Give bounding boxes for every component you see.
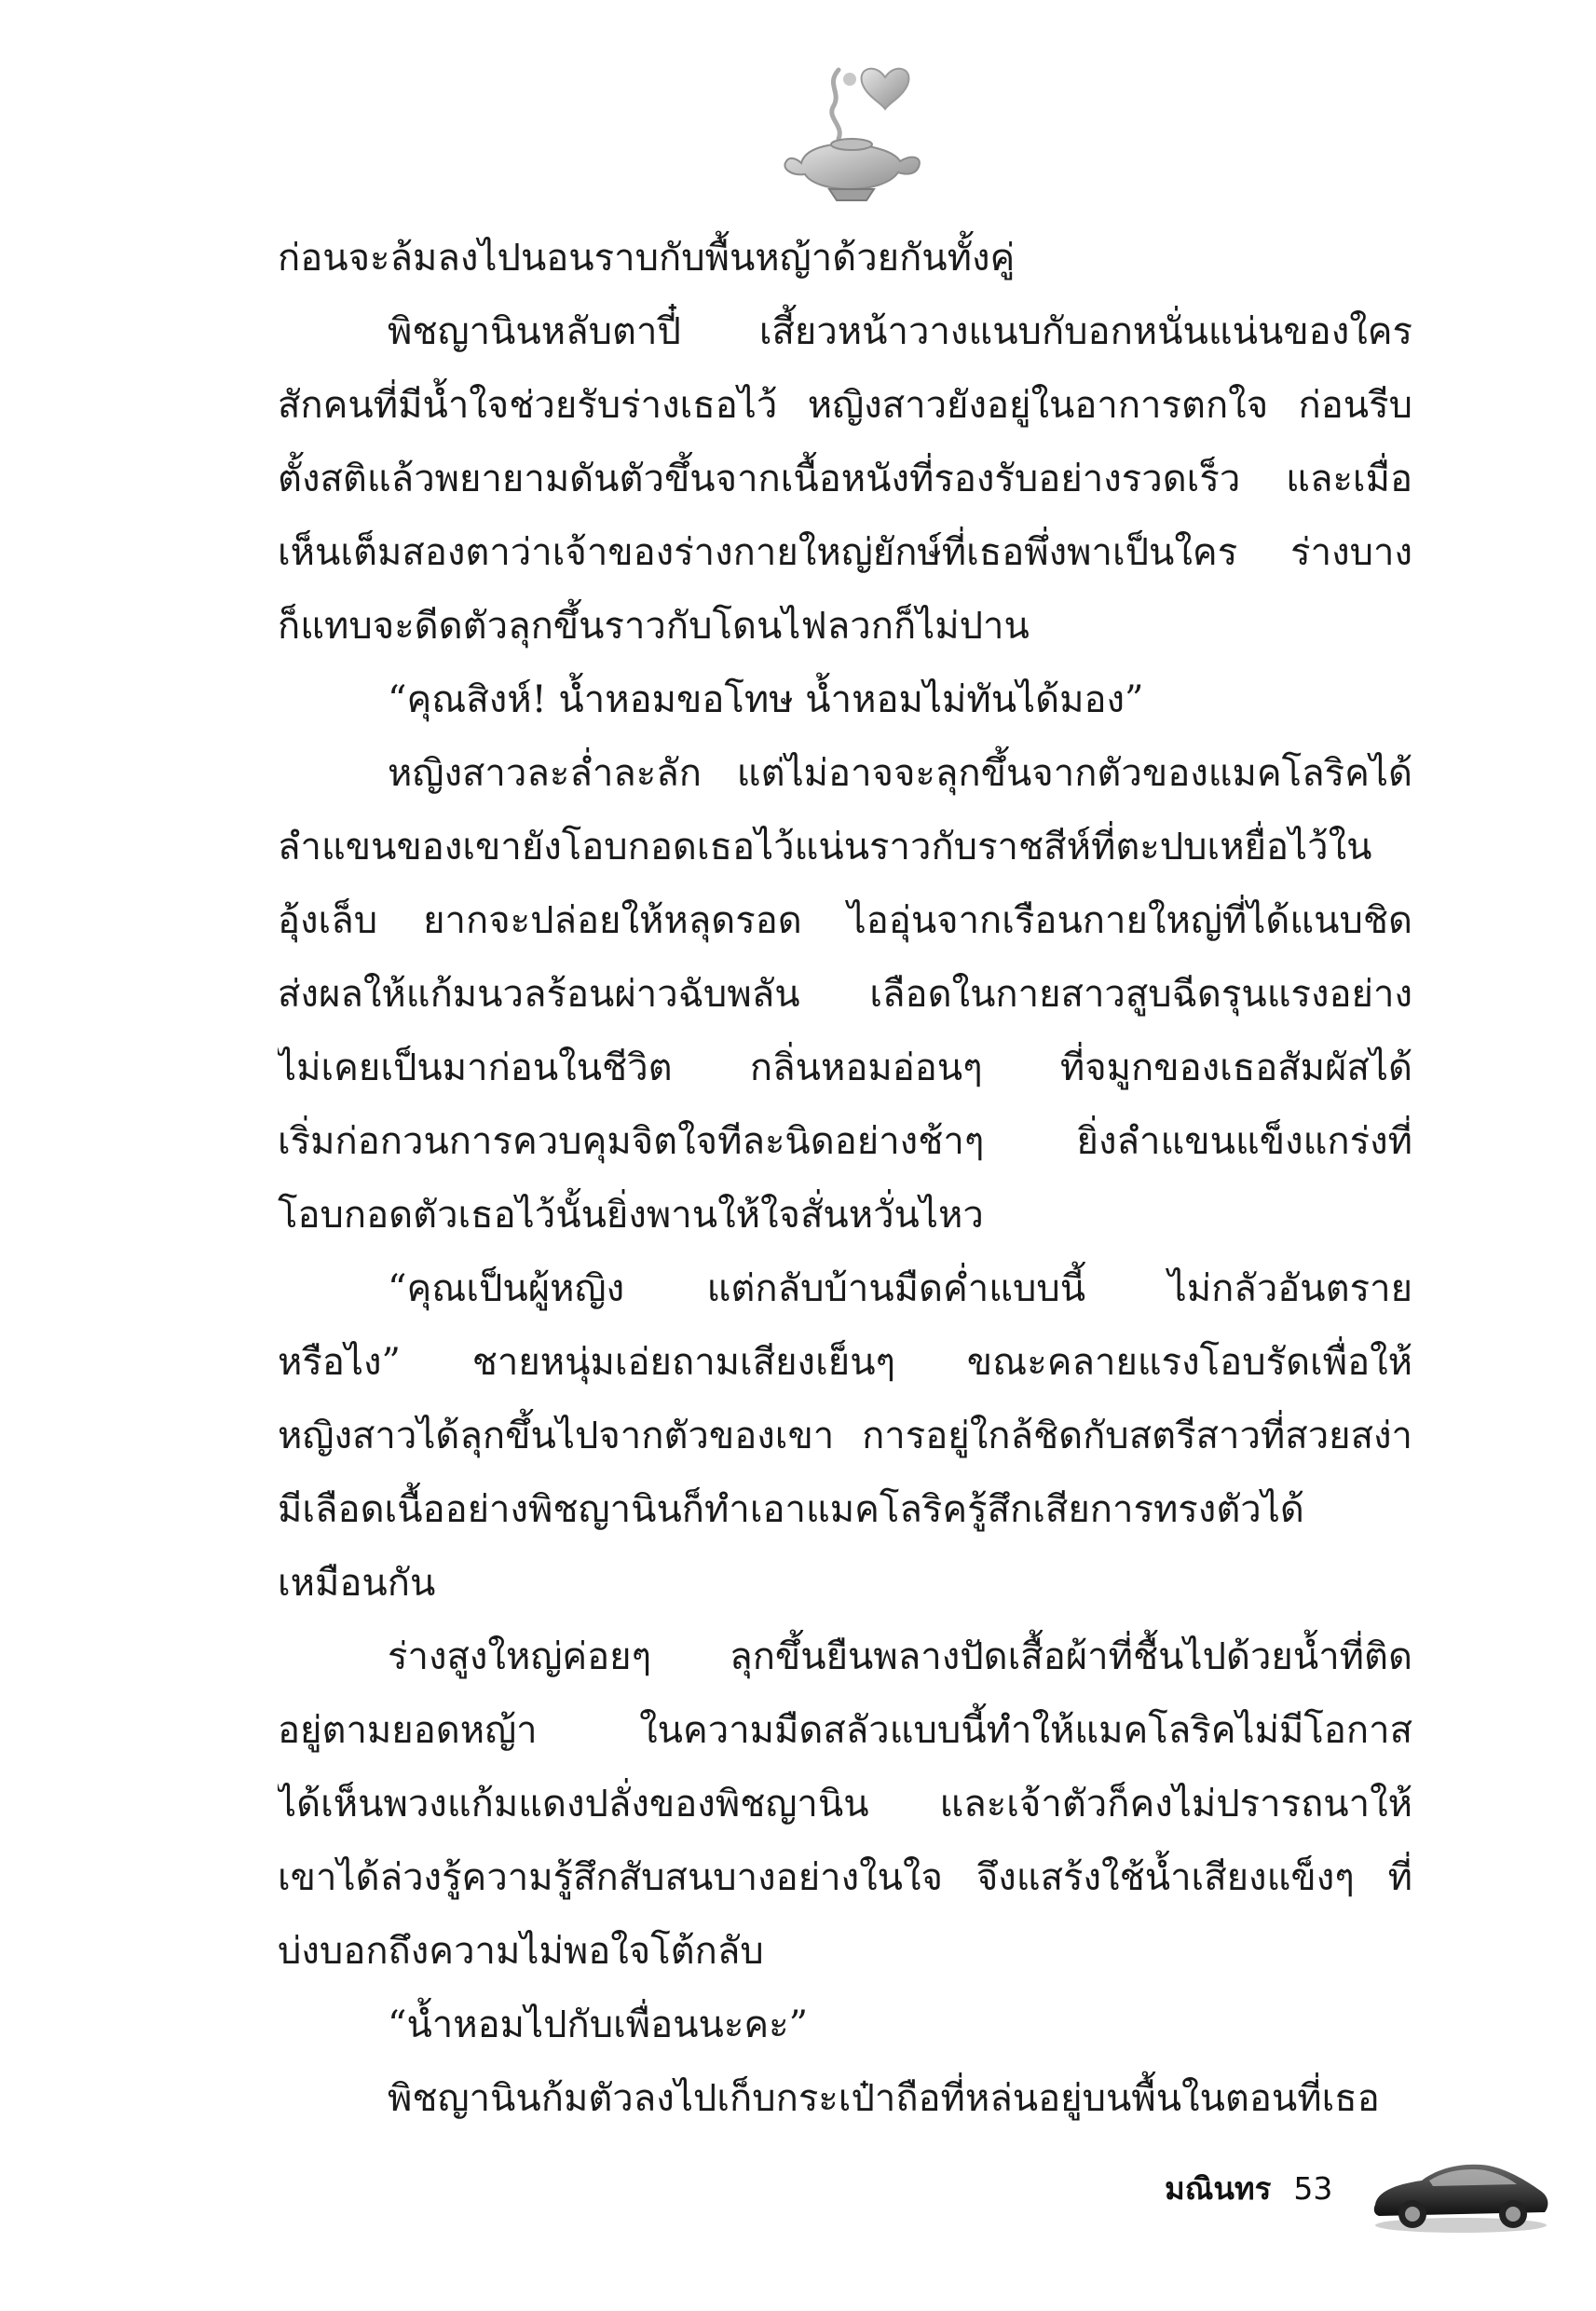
text-line: อยู่ตามยอดหญ้า ในความมืดสลัวแบบนี้ทำให้แมคโลริคไม่มีโอกาส xyxy=(278,1709,1412,1752)
text-line: หญิงสาวได้ลุกขึ้นไปจากตัวของเขา การอยู่ใกล้ชิดกับสตรีสาวที่สวยสง่า xyxy=(278,1415,1412,1457)
text-line: ตั้งสติแล้วพยายามดันตัวขึ้นจากเนื้อหนังที่รองรับอย่างรวดเร็ว และเมื่อ xyxy=(278,458,1412,500)
text-line: “คุณเป็นผู้หญิง แต่กลับบ้านมืดค่ำแบบนี้ ไม่กลัวอันตราย xyxy=(388,1267,1412,1310)
text-line: ได้เห็นพวงแก้มแดงปลั่งของพิชญานิน และเจ้าตัวก็คงไม่ปรารถนาให้ xyxy=(278,1783,1412,1826)
page-footer xyxy=(1165,2160,1332,2216)
text-line: เห็นเต็มสองตาว่าเจ้าของร่างกายใหญ่ยักษ์ที่เธอพึ่งพาเป็นใคร ร่างบาง xyxy=(278,531,1412,574)
text-line: เหมือนกัน xyxy=(278,1562,436,1605)
text-line: หรือไง” ชายหนุ่มเอ่ยถามเสียงเย็นๆ ขณะคลายแรงโอบรัดเพื่อให้ xyxy=(278,1341,1412,1384)
page-number: 53 xyxy=(1293,2169,1333,2207)
text-line: หญิงสาวละล่ำละลัก แต่ไม่อาจจะลุกขึ้นจากตัวของแมคโลริคได้ xyxy=(388,752,1412,795)
text-line: พิชญานินหลับตาปี๋ เสี้ยวหน้าวางแนบกับอกหนั่นแน่นของใคร xyxy=(388,310,1412,353)
text-line: ส่งผลให้แก้มนวลร้อนผ่าวฉับพลัน เลือดในกายสาวสูบฉีดรุนแรงอย่าง xyxy=(278,973,1412,1016)
sports-car-icon xyxy=(1368,2143,1554,2236)
text-line: ลำแขนของเขายังโอบกอดเธอไว้แน่นราวกับราชสีห์ที่ตะปบเหยื่อไว้ใน xyxy=(278,826,1372,868)
text-line: เขาได้ล่วงรู้ความรู้สึกสับสนบางอย่างในใจ จึงแสร้งใช้น้ำเสียงแข็งๆ ที่ xyxy=(278,1856,1412,1899)
text-line: “คุณสิงห์! น้ำหอมขอโทษ น้ำหอมไม่ทันได้มอง” xyxy=(388,678,1144,721)
text-line: บ่งบอกถึงความไม่พอใจโต้กลับ xyxy=(278,1930,764,1973)
author-name: มณินทร xyxy=(1165,2169,1272,2207)
text-line: อุ้งเล็บ ยากจะปล่อยให้หลุดรอด ไออุ่นจากเรือนกายใหญ่ที่ได้แนบชิด xyxy=(278,899,1412,942)
text-line: สักคนที่มีน้ำใจช่วยรับร่างเธอไว้ หญิงสาวยังอยู่ในอาการตกใจ ก่อนรีบ xyxy=(278,384,1412,427)
text-line: ร่างสูงใหญ่ค่อยๆ ลุกขึ้นยืนพลางปัดเสื้อผ้าที่ชื้นไปด้วยน้ำที่ติด xyxy=(388,1635,1412,1678)
text-line: เริ่มก่อกวนการควบคุมจิตใจทีละนิดอย่างช้าๆ ยิ่งลำแขนแข็งแกร่งที่ xyxy=(278,1120,1412,1163)
text-line: “น้ำหอมไปกับเพื่อนนะคะ” xyxy=(388,2003,809,2046)
text-line: โอบกอดตัวเธอไว้นั้นยิ่งพานให้ใจสั่นหวั่นไหว xyxy=(278,1194,984,1237)
text-line: มีเลือดเนื้ออย่างพิชญานินก็ทำเอาแมคโลริครู้สึกเสียการทรงตัวได้ xyxy=(278,1488,1304,1531)
text-line: ก็แทบจะดีดตัวลุกขึ้นราวกับโดนไฟลวกก็ไม่ปาน xyxy=(278,605,1030,648)
text-line: ก่อนจะล้มลงไปนอนราบกับพื้นหญ้าด้วยกันทั้งคู่ xyxy=(278,237,1016,280)
body-text xyxy=(278,222,1412,2136)
text-line: พิชญานินก้มตัวลงไปเก็บกระเป๋าถือที่หล่นอยู่บนพื้นในตอนที่เธอ xyxy=(388,2077,1380,2120)
genie-lamp-with-heart-icon xyxy=(773,51,932,210)
text-line: ไม่เคยเป็นมาก่อนในชีวิต กลิ่นหอมอ่อนๆ ที่จมูกของเธอสัมผัสได้ xyxy=(278,1046,1412,1089)
